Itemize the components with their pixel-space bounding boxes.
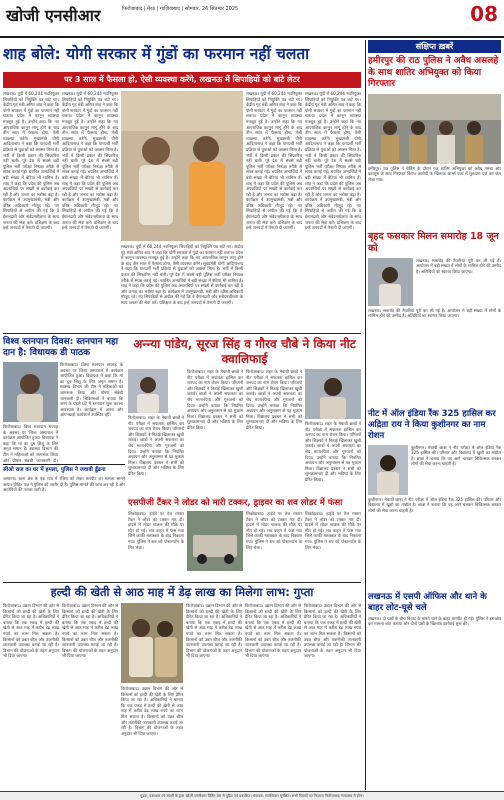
right-story-c-body-b: कुशीनगर। मेधावी छात्रा ने नीट परीक्षा में ऑल इंडिया रैंक 325 हासिल की। परिवार और विद्यालय में खुशी का माहौल है। छात्रा ने बताया कि वह आगे चलकर चिकित्सक बनकर लोगों की सेवा करना चाहती है। bbox=[368, 496, 501, 513]
story2-headline: विश्व स्तनपान दिवस: स्तनपान महा दान है: विधायक डी पाठक bbox=[3, 337, 119, 358]
lead-body-col-1: लखनऊ। यूपी में 60,244 नवनियुक्त सिपाहियों को नियुक्ति पत्र बांटे गए। केंद्रीय गृह मंत्री अमित शाह ने कहा कि योगी सरकार में गुंडों का फरमान नहीं चलता। प्रदेश में कानून व्यवस्था मजबूत हुई है। उन्होंने कहा कि नए आपराधिक कानून लागू होने के बाद तीन साल में फैसला होगा, ऐसी व्यवस्था करेंगे। मुख्यमंत्री योगी आदित्यनाथ ने कहा कि पारदर्शी भर्ती प्रक्रिया से युवाओं को अवसर मिला है। भर्ती में किसी प्रकार की सिफारिश नहीं चली। पूरे देश में सबसे बड़ी पुलिस भर्ती परीक्षा निष्पक्ष तरीके से संपन्न कराई गई। चयनित अभ्यर्थियों में बड़ी संख्या में बेटियां भी शामिल हैं। शाह ने कहा कि प्रदेश की पुलिस अब अपराधियों पर सख्ती से कार्रवाई कर रही है और जनता का भरोसा बढ़ा है। कार्यक्रम में उपमुख्यमंत्री, मंत्री और वरिष्ठ अधिकारी मौजूद रहे। नए सिपाहियों से अपील की गई कि वे ईमानदारी और संवेदनशीलता के साथ जनता की सेवा करें। प्रशिक्षण के बाद इन्हें जनपदों में तैनाती दी जाएगी। bbox=[3, 91, 59, 231]
lead-subhead: पर 3 साल में फैसला हो, ऐसी व्यवस्था करेंगे, लखनऊ में सिपाहियों को बांटे लेटर bbox=[3, 72, 361, 88]
story4-headline: सीओ राज का घर में हमला, पुलिस ने जवाबी ढूँढना bbox=[3, 467, 106, 473]
student-photo-1 bbox=[128, 369, 168, 413]
page-number: 08 bbox=[470, 2, 498, 26]
student-photo-3 bbox=[368, 445, 408, 495]
turmeric-photo bbox=[121, 603, 183, 683]
story6-headline: हल्दी की खेती से आठ माह में डेढ़ लाख का मिलेगा लाभ: गुप्ता bbox=[50, 585, 314, 599]
story2-body-b: फिरोजाबाद। विश्व स्तनपान सप्ताह के अवसर पर जिला अस्पताल में कार्यक्रम आयोजित हुआ। विधायक ने कहा कि मां का दूध शिशु के लिए अमृत समान है। स्वास्थ्य विभाग की टीम ने महिलाओं को जागरूक किया और पोषण संबंधी जानकारी दी। bbox=[3, 424, 58, 462]
divider bbox=[3, 582, 361, 583]
person-photo bbox=[368, 258, 413, 306]
story2-photo bbox=[3, 362, 58, 422]
right-story-a-headline: हमीरपुर की राठ पुलिस ने अवैध असलहे के साथ शातिर अभियुक्त को किया गिरफ्तार bbox=[368, 56, 499, 89]
right-story-d-headline: लखनऊ में एसपी ऑफिस और थाने के बाहर लोट-घूसे चले bbox=[368, 591, 487, 613]
lead-body-col-3: लखनऊ। यूपी में 60,244 नवनियुक्त सिपाहियों को नियुक्ति पत्र बांटे गए। केंद्रीय गृह मंत्री अमित शाह ने कहा कि योगी सरकार में गुंडों का फरमान नहीं चलता। प्रदेश में कानून व्यवस्था मजबूत हुई है। उन्होंने कहा कि नए आपराधिक कानून लागू होने के बाद तीन साल में फैसला होगा, ऐसी व्यवस्था करेंगे। मुख्यमंत्री योगी आदित्यनाथ ने कहा कि पारदर्शी भर्ती प्रक्रिया से युवाओं को अवसर मिला है। भर्ती में किसी प्रकार की सिफारिश नहीं चली। पूरे देश में सबसे बड़ी पुलिस भर्ती परीक्षा निष्पक्ष तरीके से संपन्न कराई गई। चयनित अभ्यर्थियों में बड़ी संख्या में बेटियां भी शामिल हैं। शाह ने कहा कि प्रदेश की पुलिस अब अपराधियों पर सख्ती से कार्रवाई कर रही है और जनता का भरोसा बढ़ा है। कार्यक्रम में उपमुख्यमंत्री, मंत्री और वरिष्ठ अधिकारी मौजूद रहे। नए सिपाहियों से अपील की गई कि वे ईमानदारी और संवेदनशीलता के साथ जनता की सेवा करें। प्रशिक्षण के बाद इन्हें जनपदों में तैनाती दी जाएगी। bbox=[121, 244, 243, 305]
right-story-c-body: कुशीनगर। मेधावी छात्रा ने नीट परीक्षा में ऑल इंडिया रैंक 325 हासिल की। परिवार और विद्यालय में खुशी का माहौल है। छात्रा ने बताया कि वह आगे चलकर चिकित्सक बनकर लोगों की सेवा करना चाहती है। bbox=[411, 444, 501, 467]
story2-body: फिरोजाबाद। विश्व स्तनपान सप्ताह के अवसर पर जिला अस्पताल में कार्यक्रम आयोजित हुआ। विधायक ने कहा कि मां का दूध शिशु के लिए अमृत समान है। स्वास्थ्य विभाग की टीम ने महिलाओं को जागरूक किया और पोषण संबंधी जानकारी दी। चिकित्सकों ने बताया कि जन्म के पहले घंटे में स्तनपान शुरू कराना आवश्यक है। कार्यक्रम में आशा और आंगनबाड़ी कार्यकर्ता उपस्थित रहीं। bbox=[60, 362, 123, 418]
story6-body-6: फिरोजाबाद। उद्यान विभाग की ओर से किसानों को हल्दी की खेती के लिए प्रेरित किया जा रहा है। अधिकारियों ने बताया कि एक एकड़ में हल्दी की खेती से आठ माह में करीब डेढ़ लाख रुपये का लाभ मिल सकता है। किसानों को उन्नत बीज और तकनीकी जानकारी उपलब्ध कराई जा रही है। विभाग की योजनाओं के तहत अनुदान भी दिया जाएगा। bbox=[304, 603, 361, 659]
newspaper-logo: खोजी एनसीआर bbox=[6, 6, 101, 25]
right-story-b-body-b: लखनऊ। समारोह की तैयारियां पूरी कर ली गई हैं। आयोजन में बड़ी संख्या में लोगों के शामिल होने की उम्मीद है। अतिथियों का स्वागत किया जाएगा। bbox=[368, 307, 501, 319]
right-story-b-body: लखनऊ। समारोह की तैयारियां पूरी कर ली गई हैं। आयोजन में बड़ी संख्या में लोगों के शामिल होने की उम्मीद है। अतिथियों का स्वागत किया जाएगा। bbox=[416, 257, 501, 274]
police-photo bbox=[368, 94, 501, 164]
masthead bbox=[0, 0, 504, 38]
lead-headline: शाह बोले: योगी सरकार में गुंडों का फरमान नहीं चलता bbox=[3, 45, 310, 63]
right-story-d-body: लखनऊ। दो पक्षों के बीच विवाद के चलते थाने के बाहर मारपीट हो गई। पुलिस ने हस्तक्षेप कर मामला शांत कराया और दोनों पक्षों के खिलाफ कार्रवाई शुरू की। bbox=[368, 615, 501, 627]
story5-body-1: शिकोहाबाद। हाईवे पर तेज रफ्तार टैंकर ने लोडर को टक्कर मार दी। हादसे में लोडर चालक की मौके पर मौत हो गई। शव वाहन में फंस गया जिसे काफी मशक्कत के बाद निकाला गया। पुलिस ने शव को पोस्टमार्टम के लिए भेजा। bbox=[128, 511, 184, 550]
story6-body-5: फिरोजाबाद। उद्यान विभाग की ओर से किसानों को हल्दी की खेती के लिए प्रेरित किया जा रहा है। अधिकारियों ने बताया कि एक एकड़ में हल्दी की खेती से आठ माह में करीब डेढ़ लाख रुपये का लाभ मिल सकता है। किसानों को उन्नत बीज और तकनीकी जानकारी उपलब्ध कराई जा रही है। विभाग की योजनाओं के तहत अनुदान भी दिया जाएगा। bbox=[245, 603, 301, 659]
story3-body-4: फिरोजाबाद। शहर के मेधावी छात्रों ने नीट परीक्षा में सफलता हासिल कर जनपद का नाम रोशन किया। परिजनों और शिक्षकों ने मिठाई खिलाकर खुशी जताई। छात्रों ने अपनी सफलता का श्रेय माता-पिता और गुरुजनों को दिया। उन्होंने बताया कि नियमित अध्ययन और अनुशासन से यह मुकाम मिला। विद्यालय प्रबंधन ने सभी को शुभकामनाएं दीं और भविष्य के लिए प्रेरित किया। bbox=[305, 421, 361, 482]
story5-headline: एसपीजी टैंकर ने लोडर को मारी टक्कर, ड्राइवर का शव लोडर में फंसा bbox=[128, 498, 343, 508]
story6-body-3: फिरोजाबाद। उद्यान विभाग की ओर से किसानों को हल्दी की खेती के लिए प्रेरित किया जा रहा है। अधिकारियों ने बताया कि एक एकड़ में हल्दी की खेती से आठ माह में करीब डेढ़ लाख रुपये का लाभ मिल सकता है। किसानों को उन्नत बीज और तकनीकी जानकारी उपलब्ध कराई जा रही है। विभाग की योजनाओं के तहत अनुदान भी दिया जाएगा। bbox=[121, 686, 183, 736]
column-divider bbox=[365, 40, 366, 790]
story5-body-3: शिकोहाबाद। हाईवे पर तेज रफ्तार टैंकर ने लोडर को टक्कर मार दी। हादसे में लोडर चालक की मौके पर मौत हो गई। शव वाहन में फंस गया जिसे काफी मशक्कत के बाद निकाला गया। पुलिस ने शव को पोस्टमार्टम के लिए भेजा। bbox=[305, 511, 361, 550]
right-story-c-headline: नीट में ऑल इंडिया रैंक 325 हासिल कर अद्रिता राय ने किया कुशीनगर का नाम रोशन bbox=[368, 408, 496, 441]
story6-body-2: फिरोजाबाद। उद्यान विभाग की ओर से किसानों को हल्दी की खेती के लिए प्रेरित किया जा रहा है। अधिकारियों ने बताया कि एक एकड़ में हल्दी की खेती से आठ माह में करीब डेढ़ लाख रुपये का लाभ मिल सकता है। किसानों को उन्नत बीज और तकनीकी जानकारी उपलब्ध कराई जा रही है। विभाग की योजनाओं के तहत अनुदान भी दिया जाएगा। bbox=[62, 603, 118, 659]
story3-body-1: फिरोजाबाद। शहर के मेधावी छात्रों ने नीट परीक्षा में सफलता हासिल कर जनपद का नाम रोशन किया। परिजनों और शिक्षकों ने मिठाई खिलाकर खुशी जताई। छात्रों ने अपनी सफलता का श्रेय माता-पिता और गुरुजनों को दिया। उन्होंने बताया कि नियमित अध्ययन और अनुशासन से यह मुकाम मिला। विद्यालय प्रबंधन ने सभी को शुभकामनाएं दीं और भविष्य के लिए प्रेरित किया। bbox=[128, 415, 184, 476]
divider bbox=[3, 464, 125, 465]
divider bbox=[3, 333, 361, 334]
lead-body-col-4: लखनऊ। यूपी में 60,244 नवनियुक्त सिपाहियों को नियुक्ति पत्र बांटे गए। केंद्रीय गृह मंत्री अमित शाह ने कहा कि योगी सरकार में गुंडों का फरमान नहीं चलता। प्रदेश में कानून व्यवस्था मजबूत हुई है। उन्होंने कहा कि नए आपराधिक कानून लागू होने के बाद तीन साल में फैसला होगा, ऐसी व्यवस्था करेंगे। मुख्यमंत्री योगी आदित्यनाथ ने कहा कि पारदर्शी भर्ती प्रक्रिया से युवाओं को अवसर मिला है। भर्ती में किसी प्रकार की सिफारिश नहीं चली। पूरे देश में सबसे बड़ी पुलिस भर्ती परीक्षा निष्पक्ष तरीके से संपन्न कराई गई। चयनित अभ्यर्थियों में बड़ी संख्या में बेटियां भी शामिल हैं। शाह ने कहा कि प्रदेश की पुलिस अब अपराधियों पर सख्ती से कार्रवाई कर रही है और जनता का भरोसा बढ़ा है। कार्यक्रम में उपमुख्यमंत्री, मंत्री और वरिष्ठ अधिकारी मौजूद रहे। नए सिपाहियों से अपील की गई कि वे ईमानदारी और संवेदनशीलता के साथ जनता की सेवा करें। प्रशिक्षण के बाद इन्हें जनपदों में तैनाती दी जाएगी। bbox=[246, 91, 302, 231]
right-story-a-body: हमीरपुर। राठ पुलिस ने चेकिंग के दौरान एक शातिर अभियुक्त को अवैध तमंचा और कारतूस के साथ गिरफ्तार किया। आरोपी के खिलाफ आर्म्स एक्ट में मुकदमा दर्ज कर जेल भेजा गया। bbox=[368, 165, 501, 182]
story4-body: जसराना। थाना क्षेत्र के एक गांव में रंजिश को लेकर मारपीट का मामला सामने आया। पीड़ित पक्ष ने पुलिस को तहरीर दी है। पुलिस मामले की जांच कर रही है और आरोपियों की तलाश जारी है। bbox=[3, 476, 125, 493]
dateline: फिरोजाबाद | मेरठ | गाजियाबाद | सोमवार, 26 सितम्बर 2025 bbox=[122, 6, 239, 12]
story5-body-2: शिकोहाबाद। हाईवे पर तेज रफ्तार टैंकर ने लोडर को टक्कर मार दी। हादसे में लोडर चालक की मौके पर मौत हो गई। शव वाहन में फंस गया जिसे काफी मशक्कत के बाद निकाला गया। पुलिस ने शव को पोस्टमार्टम के लिए भेजा। bbox=[246, 511, 302, 550]
lead-body-col-5: लखनऊ। यूपी में 60,244 नवनियुक्त सिपाहियों को नियुक्ति पत्र बांटे गए। केंद्रीय गृह मंत्री अमित शाह ने कहा कि योगी सरकार में गुंडों का फरमान नहीं चलता। प्रदेश में कानून व्यवस्था मजबूत हुई है। उन्होंने कहा कि नए आपराधिक कानून लागू होने के बाद तीन साल में फैसला होगा, ऐसी व्यवस्था करेंगे। मुख्यमंत्री योगी आदित्यनाथ ने कहा कि पारदर्शी भर्ती प्रक्रिया से युवाओं को अवसर मिला है। भर्ती में किसी प्रकार की सिफारिश नहीं चली। पूरे देश में सबसे बड़ी पुलिस भर्ती परीक्षा निष्पक्ष तरीके से संपन्न कराई गई। चयनित अभ्यर्थियों में बड़ी संख्या में बेटियां भी शामिल हैं। शाह ने कहा कि प्रदेश की पुलिस अब अपराधियों पर सख्ती से कार्रवाई कर रही है और जनता का भरोसा बढ़ा है। कार्यक्रम में उपमुख्यमंत्री, मंत्री और वरिष्ठ अधिकारी मौजूद रहे। नए सिपाहियों से अपील की गई कि वे ईमानदारी और संवेदनशीलता के साथ जनता की सेवा करें। प्रशिक्षण के बाद इन्हें जनपदों में तैनाती दी जाएगी। bbox=[305, 91, 361, 231]
story6-body-1: फिरोजाबाद। उद्यान विभाग की ओर से किसानों को हल्दी की खेती के लिए प्रेरित किया जा रहा है। अधिकारियों ने बताया कि एक एकड़ में हल्दी की खेती से आठ माह में करीब डेढ़ लाख रुपये का लाभ मिल सकता है। किसानों को उन्नत बीज और तकनीकी जानकारी उपलब्ध कराई जा रही है। विभाग की योजनाओं के तहत अनुदान भी दिया जाएगा। bbox=[3, 603, 59, 659]
story6-body-4: फिरोजाबाद। उद्यान विभाग की ओर से किसानों को हल्दी की खेती के लिए प्रेरित किया जा रहा है। अधिकारियों ने बताया कि एक एकड़ में हल्दी की खेती से आठ माह में करीब डेढ़ लाख रुपये का लाभ मिल सकता है। किसानों को उन्नत बीज और तकनीकी जानकारी उपलब्ध कराई जा रही है। विभाग की योजनाओं के तहत अनुदान भी दिया जाएगा। bbox=[186, 603, 242, 659]
lead-photo bbox=[121, 91, 243, 241]
footer-imprint: मुद्रक, प्रकाशक एवं स्वामी के द्वारा खोजी एनसीआर प्रिंटिंग प्रेस से मुद्रित एवं प्रकाशित। संपादक: सर्वाधिकार सुरक्षित। सभी विवादों का निपटारा फिरोजाबाद न्यायालय में होगा। bbox=[0, 791, 504, 800]
lead-body-col-2: लखनऊ। यूपी में 60,244 नवनियुक्त सिपाहियों को नियुक्ति पत्र बांटे गए। केंद्रीय गृह मंत्री अमित शाह ने कहा कि योगी सरकार में गुंडों का फरमान नहीं चलता। प्रदेश में कानून व्यवस्था मजबूत हुई है। उन्होंने कहा कि नए आपराधिक कानून लागू होने के बाद तीन साल में फैसला होगा, ऐसी व्यवस्था करेंगे। मुख्यमंत्री योगी आदित्यनाथ ने कहा कि पारदर्शी भर्ती प्रक्रिया से युवाओं को अवसर मिला है। भर्ती में किसी प्रकार की सिफारिश नहीं चली। पूरे देश में सबसे बड़ी पुलिस भर्ती परीक्षा निष्पक्ष तरीके से संपन्न कराई गई। चयनित अभ्यर्थियों में बड़ी संख्या में बेटियां भी शामिल हैं। शाह ने कहा कि प्रदेश की पुलिस अब अपराधियों पर सख्ती से कार्रवाई कर रही है और जनता का भरोसा बढ़ा है। कार्यक्रम में उपमुख्यमंत्री, मंत्री और वरिष्ठ अधिकारी मौजूद रहे। नए सिपाहियों से अपील की गई कि वे ईमानदारी और संवेदनशीलता के साथ जनता की सेवा करें। प्रशिक्षण के बाद इन्हें जनपदों में तैनाती दी जाएगी। bbox=[62, 91, 118, 231]
brief-news-tag: संक्षिप्त ख़बरें bbox=[368, 40, 501, 53]
accident-photo bbox=[187, 511, 243, 571]
story3-headline: अन्न्या पांडेय, सूरज सिंह व गौरव चौबे ने किया नीट क्वालिफाई bbox=[133, 337, 356, 366]
right-story-b-headline: बृहद फसकार मिलन समारोह 18 जून को bbox=[368, 230, 499, 254]
student-photo-2 bbox=[305, 369, 361, 419]
right-column bbox=[368, 40, 501, 790]
story3-body-3: फिरोजाबाद। शहर के मेधावी छात्रों ने नीट परीक्षा में सफलता हासिल कर जनपद का नाम रोशन किया। परिजनों और शिक्षकों ने मिठाई खिलाकर खुशी जताई। छात्रों ने अपनी सफलता का श्रेय माता-पिता और गुरुजनों को दिया। उन्होंने बताया कि नियमित अध्ययन और अनुशासन से यह मुकाम मिला। विद्यालय प्रबंधन ने सभी को शुभकामनाएं दीं और भविष्य के लिए प्रेरित किया। bbox=[246, 369, 302, 430]
story3-body-2: फिरोजाबाद। शहर के मेधावी छात्रों ने नीट परीक्षा में सफलता हासिल कर जनपद का नाम रोशन किया। परिजनों और शिक्षकों ने मिठाई खिलाकर खुशी जताई। छात्रों ने अपनी सफलता का श्रेय माता-पिता और गुरुजनों को दिया। उन्होंने बताया कि नियमित अध्ययन और अनुशासन से यह मुकाम मिला। विद्यालय प्रबंधन ने सभी को शुभकामनाएं दीं और भविष्य के लिए प्रेरित किया। bbox=[187, 369, 243, 430]
